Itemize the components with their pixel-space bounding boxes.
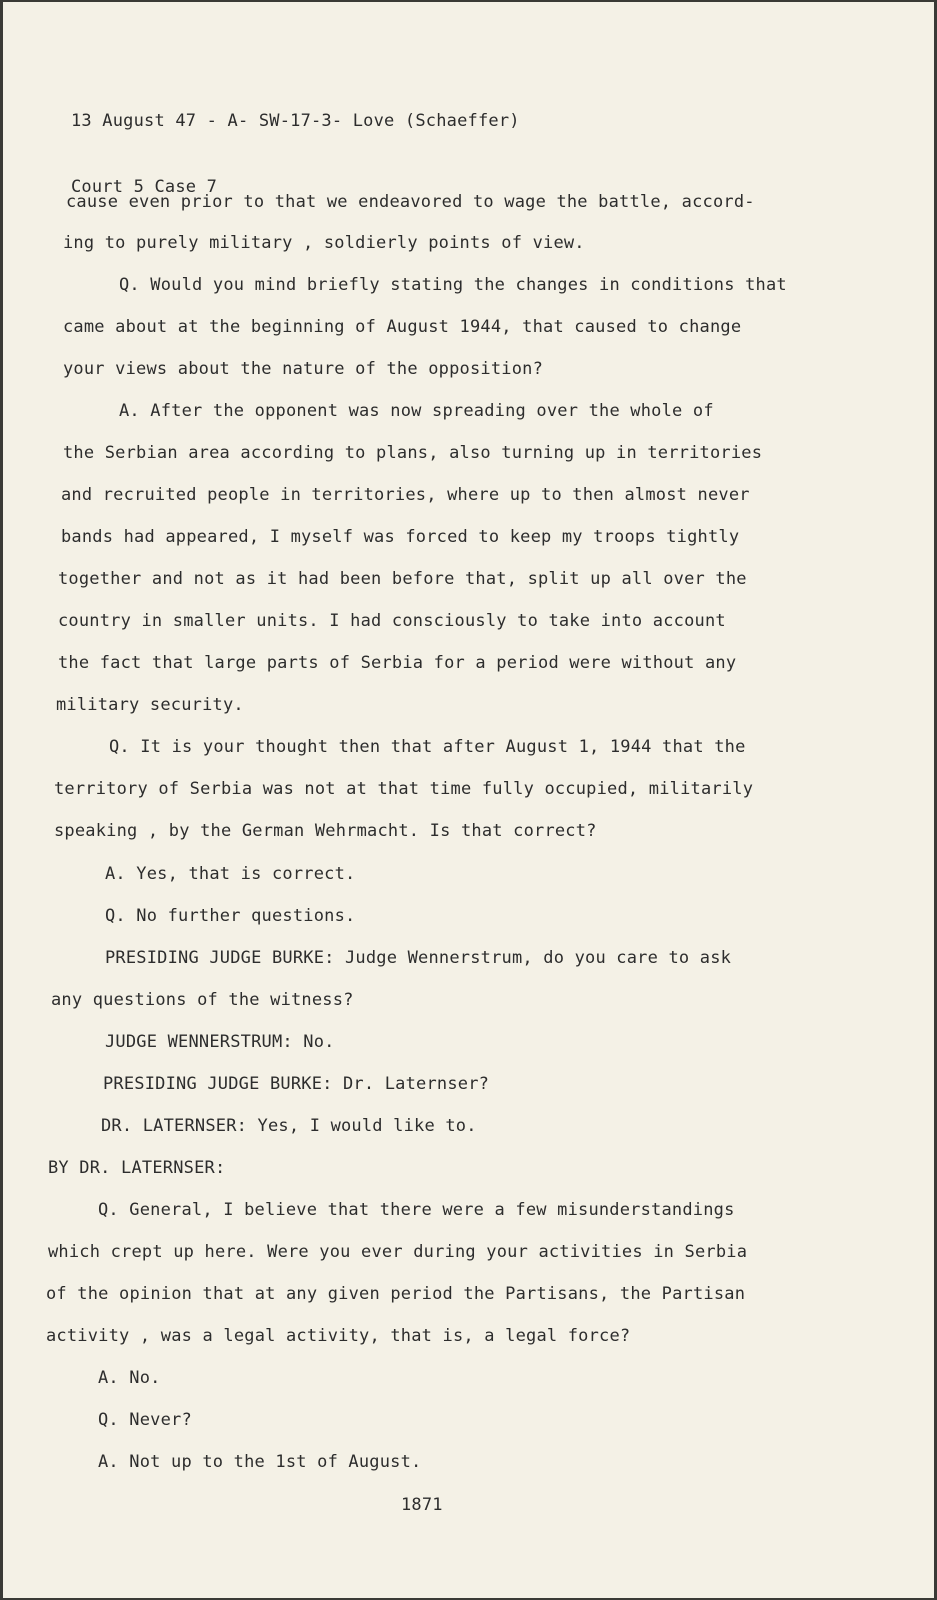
- text-line: your views about the nature of the opposition?: [63, 359, 544, 379]
- text-line: cause even prior to that we endeavored to wage the battle, accord-: [66, 192, 755, 212]
- text-line: came about at the beginning of August 1944, that caused to change: [63, 317, 742, 337]
- text-line: PRESIDING JUDGE BURKE: Dr. Laternser?: [103, 1074, 490, 1094]
- text-line: any questions of the witness?: [51, 990, 354, 1010]
- text-line: which crept up here. Were you ever during your activities in Serbia: [48, 1242, 748, 1262]
- text-line: Q. Would you mind briefly stating the changes in conditions that: [119, 275, 787, 295]
- header-court-line: Court 5 Case 7: [71, 177, 218, 197]
- page-number: 1871: [401, 1495, 443, 1515]
- text-line: together and not as it had been before that, split up all over the: [58, 569, 747, 589]
- text-line: A. After the opponent was now spreading over the whole of: [119, 401, 714, 421]
- text-line: PRESIDING JUDGE BURKE: Judge Wennerstrum, do you care to ask: [105, 948, 732, 968]
- text-line: of the opinion that at any given period the Partisans, the Partisan: [46, 1284, 746, 1304]
- text-line: the Serbian area according to plans, also turning up in territories: [63, 443, 763, 463]
- text-line: JUDGE WENNERSTRUM: No.: [105, 1032, 335, 1052]
- text-line: A. No.: [98, 1368, 161, 1388]
- text-line: country in smaller units. I had consciously to take into account: [58, 611, 726, 631]
- text-line: Q. No further questions.: [105, 906, 356, 926]
- text-line: Q. General, I believe that there were a few misunderstandings: [98, 1200, 735, 1220]
- transcript-page: [3, 2, 934, 1598]
- header-date-line: 13 August 47 - A- SW-17-3- Love (Schaeffer): [71, 111, 520, 131]
- text-line: BY DR. LATERNSER:: [48, 1158, 226, 1178]
- text-line: activity , was a legal activity, that is, a legal force?: [46, 1326, 631, 1346]
- text-line: A. Not up to the 1st of August.: [98, 1452, 422, 1472]
- text-line: military security.: [56, 695, 244, 715]
- text-line: ing to purely military , soldierly points of view.: [63, 233, 585, 253]
- text-line: territory of Serbia was not at that time fully occupied, militarily: [54, 779, 754, 799]
- text-line: Q. It is your thought then that after August 1, 1944 that the: [109, 737, 746, 757]
- text-line: speaking , by the German Wehrmacht. Is that correct?: [54, 821, 597, 841]
- page-header: [71, 66, 520, 242]
- text-line: A. Yes, that is correct.: [105, 864, 356, 884]
- text-line: Q. Never?: [98, 1410, 192, 1430]
- text-line: DR. LATERNSER: Yes, I would like to.: [101, 1116, 477, 1136]
- text-line: bands had appeared, I myself was forced to keep my troops tightly: [61, 527, 740, 547]
- text-line: and recruited people in territories, where up to then almost never: [61, 485, 750, 505]
- text-line: the fact that large parts of Serbia for a period were without any: [58, 653, 737, 673]
